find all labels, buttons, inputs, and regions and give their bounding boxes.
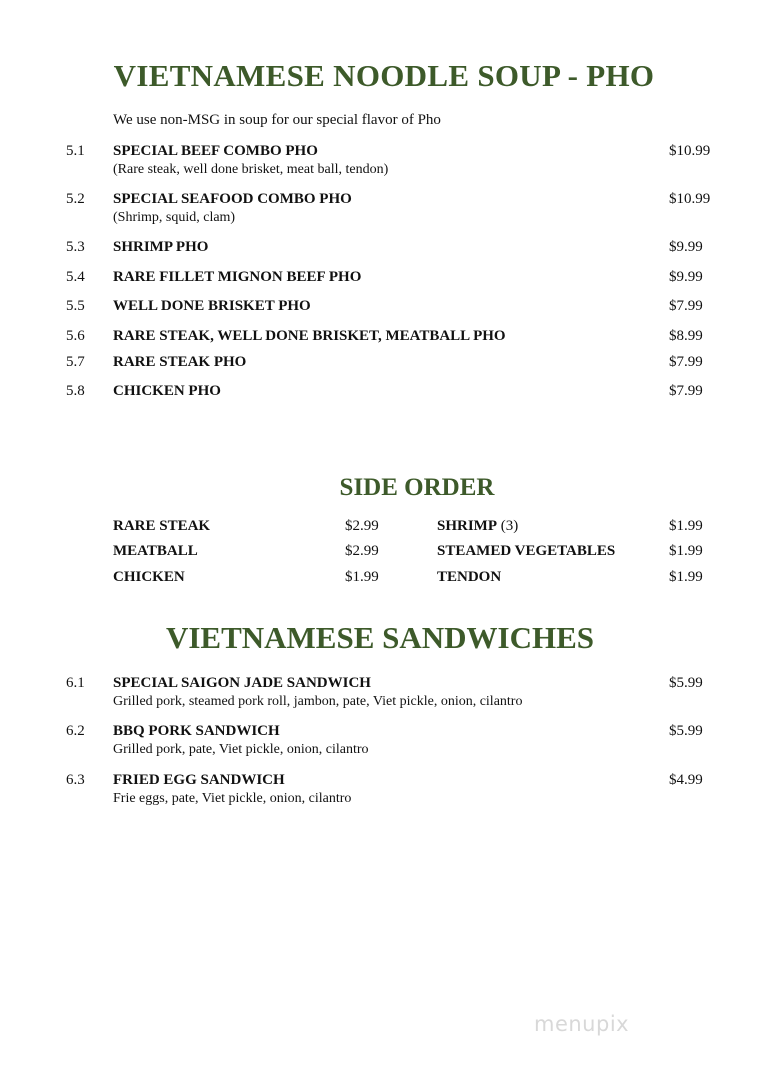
item-price: $9.99 <box>669 239 703 255</box>
item-name: WELL DONE BRISKET PHO <box>113 298 311 314</box>
sandwiches-section-title: VIETNAMESE SANDWICHES <box>165 620 595 655</box>
menu-item <box>0 723 768 763</box>
item-number: 6.3 <box>66 772 85 788</box>
side-item-price: $2.99 <box>345 518 379 534</box>
item-name: FRIED EGG SANDWICH <box>113 772 285 788</box>
side-item-name: RARE STEAK <box>113 518 211 534</box>
item-number: 5.3 <box>66 239 85 255</box>
item-number: 5.7 <box>66 354 85 370</box>
item-name: SPECIAL SEAFOOD COMBO PHO <box>113 191 352 207</box>
side-item <box>113 569 185 586</box>
menu-item <box>0 191 768 231</box>
menu-item <box>0 675 768 715</box>
side-order-title: SIDE ORDER <box>339 474 495 501</box>
side-item-price: $1.99 <box>669 518 703 534</box>
item-description: Grilled pork, steamed pork roll, jambon, pate, Viet pickle, onion, cilantro <box>113 694 523 709</box>
item-number: 5.5 <box>66 298 85 314</box>
side-item-name: TENDON <box>437 569 502 585</box>
menu-item <box>0 772 768 812</box>
item-description: (Rare steak, well done brisket, meat ball, tendon) <box>113 162 389 177</box>
item-number: 5.6 <box>66 328 85 344</box>
side-item-price: $1.99 <box>669 543 703 559</box>
item-price: $10.99 <box>669 143 711 159</box>
item-name: RARE STEAK, WELL DONE BRISKET, MEATBALL PHO <box>113 328 506 344</box>
side-item <box>113 543 198 560</box>
item-number: 5.4 <box>66 269 85 285</box>
item-price: $7.99 <box>669 298 703 314</box>
side-item <box>437 543 615 560</box>
item-price: $7.99 <box>669 383 703 399</box>
item-price: $5.99 <box>669 723 703 739</box>
item-price: $10.99 <box>669 191 711 207</box>
item-number: 6.1 <box>66 675 85 691</box>
item-name: BBQ PORK SANDWICH <box>113 723 280 739</box>
item-name: SHRIMP PHO <box>113 239 209 255</box>
item-name: RARE STEAK PHO <box>113 354 247 370</box>
item-price: $5.99 <box>669 675 703 691</box>
item-name: CHICKEN PHO <box>113 383 221 399</box>
item-name: SPECIAL BEEF COMBO PHO <box>113 143 318 159</box>
side-item-name: SHRIMP <box>437 518 497 534</box>
item-number: 5.1 <box>66 143 85 159</box>
pho-note: We use non-MSG in soup for our special flavor of Pho <box>113 112 441 128</box>
item-description: Grilled pork, pate, Viet pickle, onion, cilantro <box>113 742 369 757</box>
item-price: $8.99 <box>669 328 703 344</box>
side-item-price: $1.99 <box>669 569 703 585</box>
side-item-name: MEATBALL <box>113 543 198 559</box>
item-description: (Shrimp, squid, clam) <box>113 210 236 225</box>
item-name: SPECIAL SAIGON JADE SANDWICH <box>113 675 371 691</box>
item-number: 5.8 <box>66 383 85 399</box>
menu-item <box>0 143 768 183</box>
side-item <box>437 518 518 535</box>
item-price: $4.99 <box>669 772 703 788</box>
item-name: RARE FILLET MIGNON BEEF PHO <box>113 269 362 285</box>
side-item <box>437 569 501 586</box>
side-item <box>113 518 210 535</box>
item-price: $9.99 <box>669 269 703 285</box>
side-item-quantity: (3) <box>500 518 519 534</box>
side-item-price: $2.99 <box>345 543 379 559</box>
item-number: 5.2 <box>66 191 85 207</box>
item-number: 6.2 <box>66 723 85 739</box>
menupix-watermark: menupix <box>534 1012 630 1036</box>
pho-section-title: VIETNAMESE NOODLE SOUP - PHO <box>113 58 655 93</box>
item-description: Frie eggs, pate, Viet pickle, onion, cilantro <box>113 791 352 806</box>
item-price: $7.99 <box>669 354 703 370</box>
menu-item <box>0 383 768 423</box>
side-item-name: CHICKEN <box>113 569 185 585</box>
side-item-name: STEAMED VEGETABLES <box>437 543 616 559</box>
side-item-price: $1.99 <box>345 569 379 585</box>
